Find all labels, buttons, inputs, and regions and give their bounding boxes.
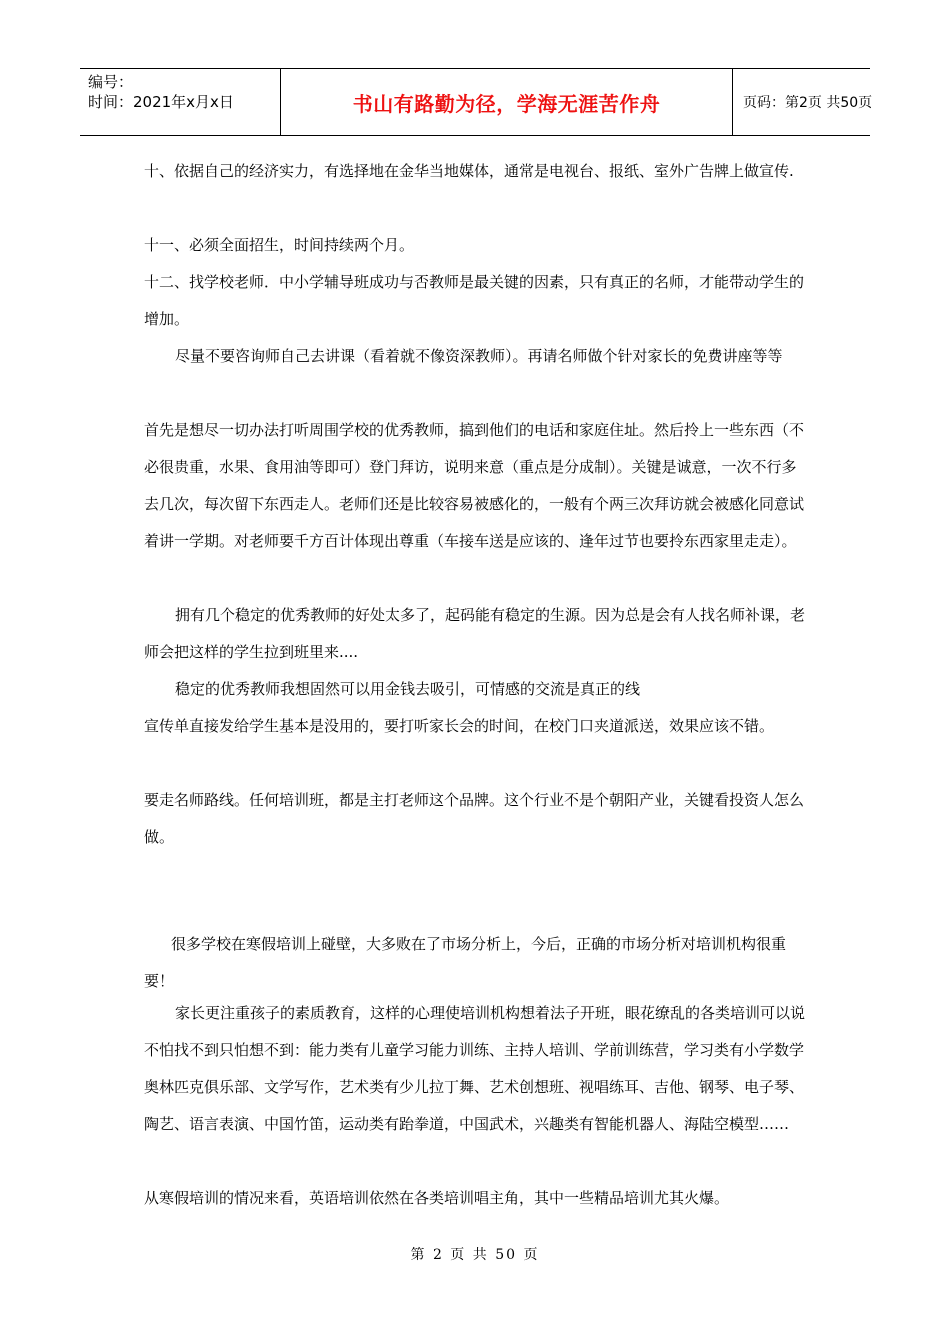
header-meta-cell	[80, 69, 281, 135]
paragraph-consultant-note: 尽量不要咨询师自己去讲课（看着就不像资深教师）。再请名师做个针对家长的免费讲座等等	[175, 347, 783, 365]
paragraph-12: 十二、找学校老师．中小学辅导班成功与否教师是最关键的因素，只有真正的名师，才能带动学生的增加。	[144, 273, 805, 328]
header-motto: 书山有路勤为径，学海无涯苦作舟	[352, 91, 661, 116]
paragraph-emotional-bond: 稳定的优秀教师我想固然可以用金钱去吸引，可情感的交流是真正的线	[175, 680, 641, 698]
paragraph-11: 十一、必须全面招生，时间持续两个月。	[144, 236, 415, 254]
paragraph-stable-teachers: 拥有几个稳定的优秀教师的好处太多了，起码能有稳定的生源。因为总是会有人找名师补课，老师会把这样的学生拉到班里来....	[144, 606, 806, 661]
header-table	[80, 68, 873, 136]
header-page-number: 页码：第2页 共50页	[743, 95, 873, 111]
header-page-cell	[733, 69, 873, 135]
document-date-label: 时间：2021年x月x日	[88, 93, 234, 111]
paragraph-10: 十、依据自己的经济实力，有选择地在金华当地媒体，通常是电视台、报纸、室外广告牌上做宣传.	[144, 162, 794, 180]
paragraph-training-types: 家长更注重孩子的素质教育，这样的心理使培训机构想着法子开班，眼花缭乱的各类培训可以说不怕找不到只怕想不到：能力类有儿童学习能力训练、主持人培训、学前训练营，学习类有小学数学奥林匹克俱乐部、文学写作，艺术类有少儿拉丁舞、艺术创想班、视唱练耳、吉他、钢琴、电子琴、陶艺、语言表演、中国竹笛，运动类有跆拳道，中国武术，兴趣类有智能机器人、海陆空模型……	[144, 1004, 806, 1133]
header-motto-cell	[281, 69, 733, 135]
paragraph-famous-teacher: 要走名师路线。任何培训班，都是主打老师这个品牌。这个行业不是个朝阳产业，关键看投资人怎么做。	[144, 791, 805, 846]
paragraph-english-training: 从寒假培训的情况来看，英语培训依然在各类培训唱主角，其中一些精品培训尤其火爆。	[144, 1189, 730, 1207]
document-number-label: 编号：	[88, 73, 134, 91]
page-footer: 第 2 页 共 50 页	[410, 1247, 540, 1263]
paragraph-market-analysis: 很多学校在寒假培训上碰壁，大多败在了市场分析上，今后，正确的市场分析对培训机构很重要！	[144, 935, 787, 990]
paragraph-flyers: 宣传单直接发给学生基本是没用的，要打听家长会的时间，在校门口夹道派送，效果应该不错。	[144, 717, 775, 735]
paragraph-find-teachers: 首先是想尽一切办法打听周围学校的优秀教师，搞到他们的电话和家庭住址。然后拎上一些东西（不必很贵重，水果、食用油等即可）登门拜访，说明来意（重点是分成制）。关键是诚意，一次不行多去几次，每次留下东西走人。老师们还是比较容易被感化的，一般有个两三次拜访就会被感化同意试着讲一学期。对老师要千方百计体现出尊重（车接车送是应该的、逢年过节也要拎东西家里走走）。	[144, 421, 805, 550]
